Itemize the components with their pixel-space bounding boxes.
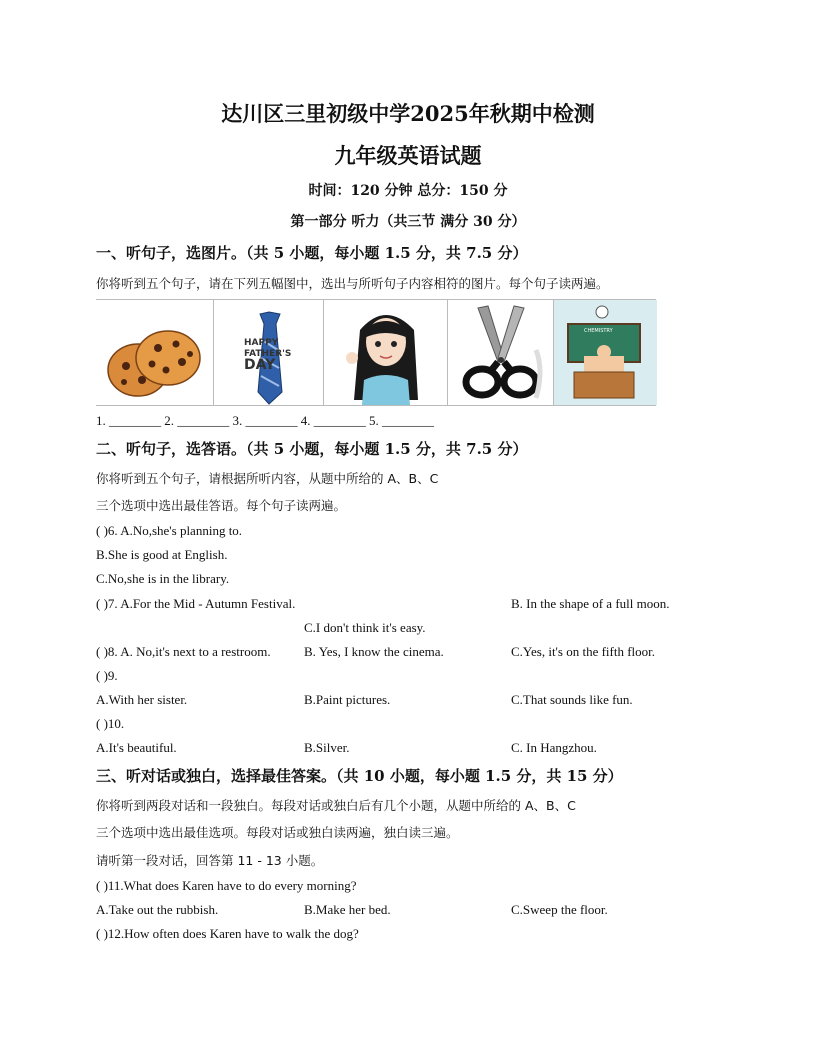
section2-title: 二、听句子，选答语。（共 5 小题，每小题 1.5 分，共 7.5 分） [96, 440, 528, 458]
question-11: ( )11.What does Karen have to do every morning? [96, 878, 357, 893]
question-10-option-b: B.Silver. [304, 740, 350, 755]
question-6-option-b: B.She is good at English. [96, 547, 228, 562]
question-9-option-a: A.With her sister. [96, 692, 188, 707]
section2-instruction-2: 三个选项中选出最佳答语。每个句子读两遍。 [96, 498, 347, 513]
question-11-option-b: B.Make her bed. [304, 902, 391, 917]
question-9-option-c: C.That sounds like fun. [511, 692, 633, 707]
question-10-option-c: C. In Hangzhou. [511, 740, 597, 755]
picture-row [96, 299, 656, 406]
question-10-option-a: A.It's beautiful. [96, 740, 177, 755]
chemistry-board-text: CHEMISTRY [584, 328, 613, 334]
question-12: ( )12.How often does Karen have to walk the dog? [96, 926, 359, 941]
girl-image [323, 300, 448, 405]
question-6: ( )6. A.No,she's planning to. [96, 523, 243, 538]
chemistry-classroom-image [553, 300, 657, 405]
part1-title: 第一部分 听力（共三节 满分 30 分） [290, 214, 526, 230]
section1-instruction: 你将听到五个句子，请在下列五幅图中，选出与所听句子内容相符的图片。每个句子读两遍。 [96, 276, 609, 291]
question-8-option-c: C.Yes, it's on the fifth floor. [511, 644, 656, 659]
question-7: ( )7. A.For the Mid - Autumn Festival. [96, 596, 296, 611]
time-info: 时间：120 分钟 总分：150 分 [308, 183, 508, 199]
fathers-day-text: HAPPY FATHER'S DAY [244, 338, 292, 373]
question-11-option-a: A.Take out the rubbish. [96, 902, 219, 917]
question-11-option-c: C.Sweep the floor. [511, 902, 608, 917]
section3-title: 三、听对话或独白，选择最佳答案。（共 10 小题，每小题 1.5 分，共 15 分） [96, 767, 623, 785]
section3-instruction-3: 请听第一段对话，回答第 11 - 13 小题。 [96, 853, 324, 868]
question-7-option-c: C.I don't think it's easy. [304, 620, 426, 635]
scissors-image [447, 300, 554, 405]
section3-instruction-1: 你将听到两段对话和一段独白。每段对话或独白后有几个小题，从题中所给的 A、B、C [96, 798, 576, 813]
question-9-option-b: B.Paint pictures. [304, 692, 391, 707]
fathers-day-image [213, 300, 324, 405]
cookies-image [96, 300, 213, 405]
question-7-option-b: B. In the shape of a full moon. [511, 596, 670, 611]
question-6-option-c: C.No,she is in the library. [96, 571, 230, 586]
exam-title: 达川区三里初级中学2025年秋期中检测 [221, 101, 595, 126]
section1-title: 一、听句子，选图片。（共 5 小题，每小题 1.5 分，共 7.5 分） [96, 244, 528, 262]
question-10: ( )10. [96, 716, 125, 731]
section3-instruction-2: 三个选项中选出最佳选项。每段对话或独白读两遍，独白读三遍。 [96, 825, 459, 840]
question-9: ( )9. [96, 668, 118, 683]
question-8-option-b: B. Yes, I know the cinema. [304, 644, 444, 659]
section2-instruction-1: 你将听到五个句子，请根据所听内容，从题中所给的 A、B、C [96, 471, 439, 486]
exam-subtitle: 九年级英语试题 [334, 143, 482, 168]
section1-answer-line: 1. ________ 2. ________ 3. ________ 4. ________ 5. ________ [96, 413, 434, 428]
question-8: ( )8. A. No,it's next to a restroom. [96, 644, 271, 659]
